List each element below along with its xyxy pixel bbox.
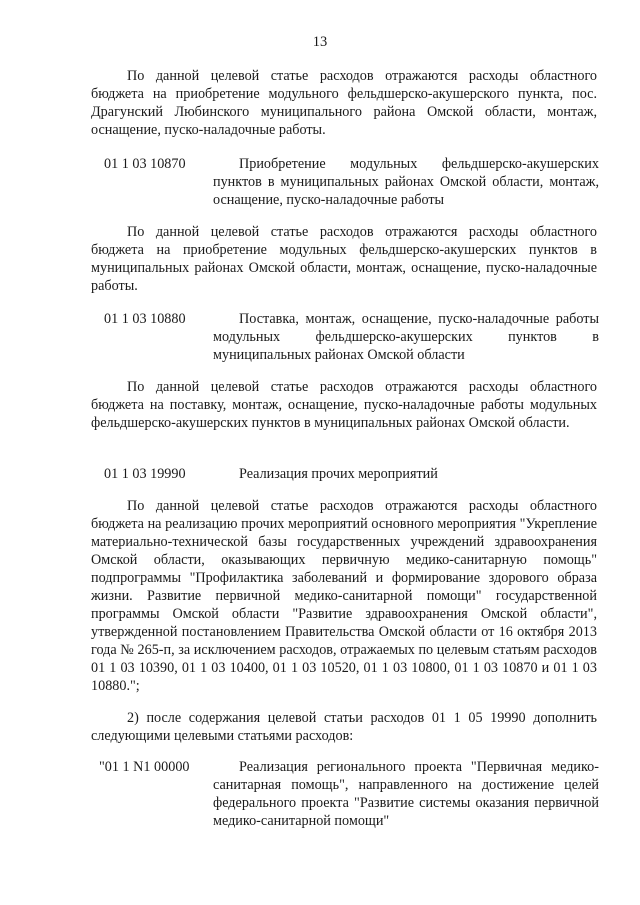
- budget-code: "01 1 N1 00000: [99, 759, 190, 775]
- budget-code-description: Реализация регионального проекта "Первичная медико-санитарная помощь", направленного на достижение целей федерального проекта "Развитие системы оказания первичной медико-санитарной помощи": [213, 759, 599, 829]
- budget-code: 01 1 03 19990: [104, 466, 186, 482]
- budget-code-description: Приобретение модульных фельдшерско-акушерских пунктов в муниципальных районах Омской области, монтаж, оснащение, пуско-наладочные работы: [213, 156, 599, 208]
- paragraph-amendment-2: 2) после содержания целевой статьи расходов 01 1 05 19990 дополнить следующими целевыми статьями расходов:: [91, 710, 597, 744]
- paragraph-fap-dragunsky: По данной целевой статье расходов отражаются расходы областного бюджета на приобретение модульного фельдшерско-акушерского пункта, пос. Драгунский Любинского муниципального района Омской области, монтаж, оснащение, пуско-наладочные работы.: [91, 68, 597, 138]
- paragraph-other-activities: По данной целевой статье расходов отражаются расходы областного бюджета на реализацию прочих мероприятий основного мероприятия "Укрепление материально-технической базы государственных учреждений здравоохранения Омской области, оказывающих первичную медико-санитарную помощь" подпрограммы "Профилактика заболеваний и формирование здорового образа жизни. Развитие первичной медико-санитарной помощи" государственной программы Омской области "Развитие здравоохранения Омской области", утвержденной постановлением Правительства Омской области от 16 октября 2013 года № 265-п, за исключением расходов, отражаемых по целевым статьям расходов 01 1 03 10390, 01 1 03 10400, 01 1 03 10520, 01 1 03 10800, 01 1 03 10870 и 01 1 03 10880.";: [91, 498, 597, 694]
- paragraph-fap-purchase: По данной целевой статье расходов отражаются расходы областного бюджета на приобретение модульных фельдшерско-акушерских пунктов в муниципальных районах Омской области, монтаж, оснащение, пуско-наладочные работы.: [91, 224, 597, 294]
- paragraph-fap-delivery: По данной целевой статье расходов отражаются расходы областного бюджета на поставку, монтаж, оснащение, пуско-наладочные работы модульных фельдшерско-акушерских пунктов в муниципальных районах Омской области.: [91, 379, 597, 431]
- budget-code: 01 1 03 10870: [104, 156, 186, 172]
- budget-code: 01 1 03 10880: [104, 311, 186, 327]
- page-number: 13: [312, 34, 328, 50]
- budget-code-description: Поставка, монтаж, оснащение, пуско-наладочные работы модульных фельдшерско-акушерских пунктов в муниципальных районах Омской области: [213, 311, 599, 363]
- budget-code-description: Реализация прочих мероприятий: [239, 466, 438, 482]
